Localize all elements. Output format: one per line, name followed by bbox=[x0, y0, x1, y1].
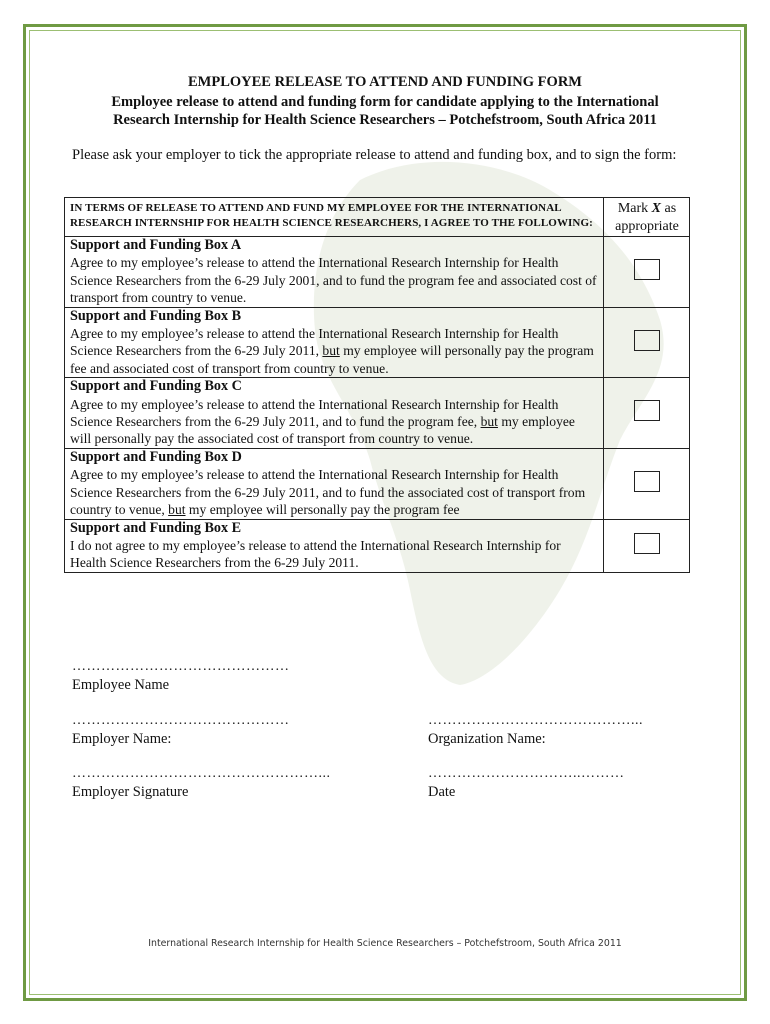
box-b-text-post: my employee will personally pay the program fee and associated cost of transport from country to venue. bbox=[70, 343, 594, 376]
employee-name-field[interactable]: ……………………………………… bbox=[72, 659, 290, 674]
box-c-content bbox=[65, 378, 604, 449]
box-b-content bbox=[65, 307, 604, 378]
box-a-text: Agree to my employee’s release to attend the International Research Internship for Health Science Researchers from the 6-29 July 2001, and to fund the program fee and associated cost of transport from country to venue. bbox=[70, 255, 597, 306]
page-footer: International Research Internship for Health Science Researchers – Potchefstroom, South Africa 2011 bbox=[148, 938, 622, 949]
table-row-box-a bbox=[65, 237, 690, 308]
box-b-text-pre: Agree to my employee’s release to attend the International Research Internship for Health Science Researchers from the 6-29 July 2011, bbox=[70, 326, 559, 359]
table-header-row bbox=[65, 198, 690, 237]
box-b-title: Support and Funding Box B bbox=[70, 307, 242, 324]
box-b-text bbox=[70, 325, 599, 377]
box-d-title: Support and Funding Box D bbox=[70, 448, 242, 465]
box-c-checkbox[interactable] bbox=[634, 400, 660, 421]
employer-name-field[interactable]: ……………………………………… bbox=[72, 713, 290, 728]
form-subtitle bbox=[0, 93, 770, 129]
box-c-text-but: but bbox=[480, 414, 498, 430]
box-c-text bbox=[70, 396, 599, 448]
employer-signature-label: Employer Signature bbox=[72, 784, 189, 800]
date-field[interactable]: …………………………..……… bbox=[428, 766, 625, 781]
box-a-title: Support and Funding Box A bbox=[70, 237, 242, 253]
table-row-box-d bbox=[65, 448, 690, 519]
mark-pre: Mark bbox=[617, 201, 652, 216]
box-a-checkbox-cell bbox=[604, 237, 690, 308]
box-d-content bbox=[65, 448, 604, 519]
box-e-title: Support and Funding Box E bbox=[70, 519, 242, 536]
form-title: EMPLOYEE RELEASE TO ATTEND AND FUNDING FORM bbox=[188, 74, 582, 90]
funding-options-table bbox=[64, 197, 690, 573]
employer-name-label: Employer Name: bbox=[72, 731, 172, 747]
box-e-content bbox=[65, 519, 604, 572]
box-b-checkbox-cell bbox=[604, 307, 690, 378]
box-d-checkbox-cell bbox=[604, 448, 690, 519]
box-c-checkbox-cell bbox=[604, 378, 690, 449]
employee-name-label: Employee Name bbox=[72, 677, 170, 693]
box-d-text bbox=[70, 466, 599, 518]
box-c-text-pre: Agree to my employee’s release to attend the International Research Internship for Health Science Researchers from the 6-29 July 2011, and to fund the program fee, bbox=[70, 396, 559, 430]
box-c-text-post: my employee will personally pay the associated cost of transport from country to venue. bbox=[70, 414, 575, 447]
mark-column-header bbox=[604, 198, 690, 237]
box-d-checkbox[interactable] bbox=[634, 471, 660, 492]
box-e-checkbox-cell bbox=[604, 519, 690, 572]
box-d-text-pre: Agree to my employee’s release to attend the International Research Internship for Health Science Researchers from the 6-29 July 2011, and to fund the associated cost of transport from country to venue, bbox=[70, 467, 586, 518]
organization-name-field[interactable]: ……………………………………... bbox=[428, 713, 643, 728]
box-d-text-post: my employee will personally pay the program fee bbox=[185, 502, 460, 518]
mark-x: X bbox=[651, 201, 661, 216]
employer-signature-field[interactable]: ……………………………………………... bbox=[72, 766, 331, 781]
box-b-text-but: but bbox=[322, 343, 340, 359]
table-row-box-c bbox=[65, 378, 690, 449]
organization-name-label: Organization Name: bbox=[428, 731, 546, 747]
box-c-title: Support and Funding Box C bbox=[70, 378, 242, 395]
box-a-checkbox[interactable] bbox=[634, 259, 660, 280]
table-row-box-e bbox=[65, 519, 690, 572]
mark-post: as appropriate bbox=[615, 201, 679, 234]
subtitle-line-2: Research Internship for Health Science Researchers – Potchefstroom, South Africa 2011 bbox=[113, 112, 657, 128]
instructions: Please ask your employer to tick the appropriate release to attend and funding box, and to sign the form: bbox=[72, 147, 677, 163]
subtitle-line-1: Employee release to attend and funding form for candidate applying to the International bbox=[111, 94, 659, 110]
box-a-content bbox=[65, 237, 604, 308]
date-label: Date bbox=[428, 784, 456, 800]
box-e-text: I do not agree to my employee’s release to attend the International Research Internship for Health Science Researchers from the 6-29 July 2011. bbox=[70, 537, 561, 571]
box-e-checkbox[interactable] bbox=[634, 533, 660, 554]
table-row-box-b bbox=[65, 307, 690, 378]
table-header-text: IN TERMS OF RELEASE TO ATTEND AND FUND MY EMPLOYEE FOR THE INTERNATIONAL RESEARCH INTERNSHIP FOR HEALTH SCIENCE RESEARCHERS, I AGREE TO THE FOLLOWING: bbox=[65, 198, 604, 237]
box-d-text-but: but bbox=[168, 502, 186, 518]
box-b-checkbox[interactable] bbox=[634, 330, 660, 351]
